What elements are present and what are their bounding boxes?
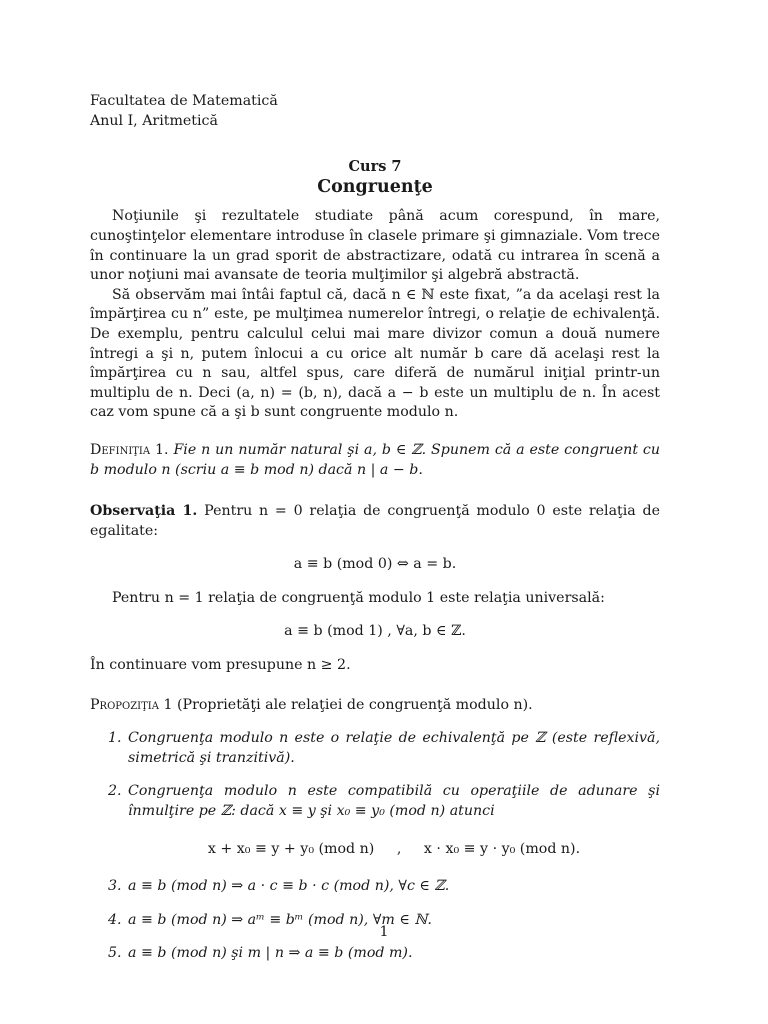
list-item: 2. Congruenţa modulo n este compatibilă cu operaţiile de adunare şi înmulţire pe ℤ: dacă x ≡ y şi x₀ ≡ y₀ (mod n) atunci x + x₀ ≡ y + y₀ (mod n) , x · x₀ ≡ y · y₀ (mod n). xyxy=(90,782,660,859)
equation-mod-0: a ≡ b (mod 0) ⇔ a = b. xyxy=(293,556,457,573)
course-year-line: Anul I, Aritmetică xyxy=(90,112,218,129)
faculty-line: Facultatea de Matematică xyxy=(90,93,278,109)
definition-1 xyxy=(90,441,660,480)
equation-compatibility: x + x₀ ≡ y + y₀ (mod n) , x · x₀ ≡ y · y₀ (mod n). xyxy=(207,840,581,857)
observation-text-3: În continuare vom presupune n ≥ 2. xyxy=(90,657,351,674)
observation-label: Observaţia 1. xyxy=(90,503,198,520)
definition-text: Fie n un număr natural şi a, b ∈ ℤ. Spunem că a este congruent cu b modulo n (scriu a ≡ b mod n) dacă n | a − b. xyxy=(90,441,661,478)
page-title: Congruenţe xyxy=(317,176,433,197)
list-item: 3. a ≡ b (mod n) ⇒ a · c ≡ b · c (mod n), ∀c ∈ ℤ. xyxy=(108,878,450,895)
intro-paragraph-2: Să observăm mai întâi faptul că, dacă n ∈ ℕ este fixat, ”a da acelaşi rest la împărţirea cu n” este, pe mulţimea numerelor întregi, o relaţie de echivalenţă. De exemplu, pentru calculul celui mai mare divizor comun a două numere întregi a şi n, putem înlocui a cu orice alt număr b care dă acelaşi rest la împărţirea cu n sau, altfel spus, care diferă de numărul iniţial printr-un multiplu de n. Deci (a, n) = (b, n), dacă a − b este un multiplu de n. În acest caz vom spune că a şi b sunt congruente modulo n. xyxy=(90,286,660,421)
intro-paragraph-1: Noţiunile şi rezultatele studiate până acum corespund, în mare, cunoştinţelor elementare introduse în clasele primare şi gimnaziale. Vom trece în continuare la un grad sporit de abstractizare, odată cu intrarea în scenă a unor noţiuni mai avansate de teoria mulţimilor şi algebră abstractă. xyxy=(90,208,660,284)
title-block xyxy=(90,157,660,197)
list-item: 4. a ≡ b (mod n) ⇒ aᵐ ≡ bᵐ (mod n), ∀m ∈ ℕ. xyxy=(108,911,432,928)
page-number: 1 xyxy=(379,924,389,940)
observation-text-2: Pentru n = 1 relaţia de congruenţă modulo 1 este relaţia universală: xyxy=(112,589,605,606)
document-page xyxy=(90,92,660,978)
equation-mod-1: a ≡ b (mod 1) , ∀a, b ∈ ℤ. xyxy=(284,623,466,640)
proposition-title: (Proprietăţi ale relaţiei de congruenţă modulo n). xyxy=(177,696,533,713)
course-number: Curs 7 xyxy=(348,158,402,176)
list-item: 1. Congruenţa modulo n este o relaţie de echivalenţă pe ℤ (este reflexivă, simetrică şi tranzitivă). xyxy=(108,730,660,766)
proposition-label: Propoziţia 1 xyxy=(90,696,173,713)
observation-1 xyxy=(90,502,660,676)
definition-label: Definiţia 1. xyxy=(90,441,169,458)
list-item: 5. a ≡ b (mod n) şi m | n ⇒ a ≡ b (mod m). xyxy=(108,945,413,962)
observation-text-1: Pentru n = 0 relaţia de congruenţă modulo 0 este relaţia de egalitate: xyxy=(90,503,661,539)
